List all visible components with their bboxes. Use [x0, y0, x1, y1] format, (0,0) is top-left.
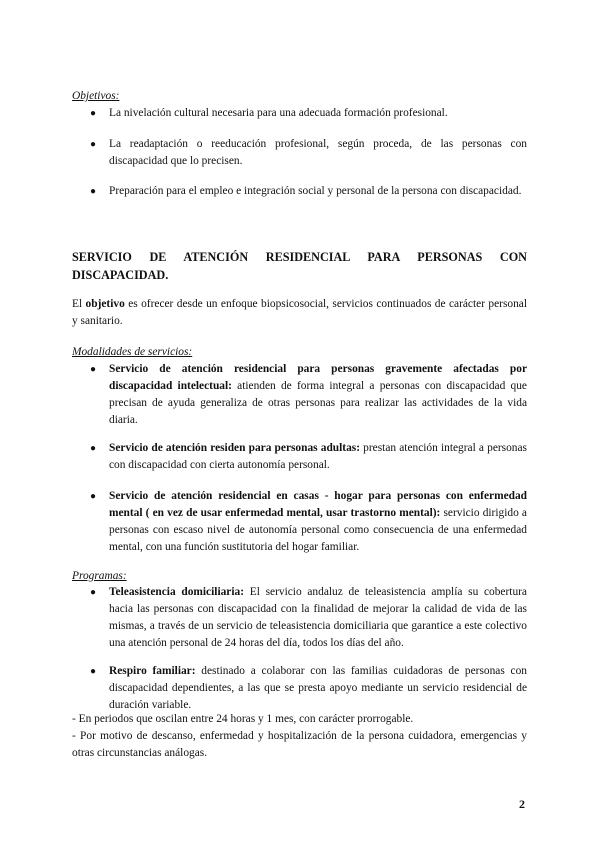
- programa-item-2-text: destinado a colaborar con las familias cuidadoras de personas con discapacidad dependientes, a las que se presta apoyo mediante un servicio residencial de duración variable.: [109, 665, 527, 711]
- modalidad-item-2-bold: Servicio de atención residen para personas adultas:: [109, 442, 360, 454]
- programa-item-2-bold: Respiro familiar:: [109, 665, 196, 677]
- bullet-icon: ●: [90, 666, 97, 677]
- intro-text: es ofrecer desde un enfoque biopsicosocial, servicios continuados de carácter personal y sanitario.: [72, 298, 527, 327]
- modalidad-item-1-text: atienden de forma integral a personas con discapacidad que precisan de ayuda generaliza de otras personas para realizar las actividades de la vida diaria.: [109, 380, 527, 426]
- programas-heading: Programas:: [72, 570, 127, 582]
- modalidad-item-1: [109, 361, 527, 429]
- note-motivo: - Por motivo de descanso, enfermedad y hospitalización de la persona cuidadora, emergencias y otras circunstancias análogas.: [72, 730, 527, 759]
- bullet-icon: ●: [90, 491, 97, 502]
- page-number: 2: [519, 797, 525, 811]
- programa-item-1: [109, 584, 527, 652]
- modalidad-item-3-text: servicio dirigido a personas con escaso nivel de autonomía personal como consecuencia de una enfermedad mental, con una función sustitutoria del hogar familiar.: [109, 507, 527, 553]
- modalidad-item-1-bold: Servicio de atención residencial para personas gravemente afectadas por discapacidad intelectual:: [109, 363, 527, 392]
- modalidad-item-3-bold: Servicio de atención residencial en casas - hogar para personas con enfermedad mental ( en vez de usar enfermedad mental, usar trastorno mental):: [109, 490, 527, 519]
- programa-item-1-bold: Teleasistencia domiciliaria:: [109, 586, 245, 598]
- objetivos-heading: Objetivos:: [72, 90, 120, 102]
- bullet-icon: ●: [90, 139, 97, 150]
- note-periodos: - En periodos que oscilan entre 24 horas y 1 mes, con carácter prorrogable.: [72, 713, 414, 725]
- objetivo-item-1: La nivelación cultural necesaria para una adecuada formación profesional.: [109, 107, 448, 119]
- bullet-icon: ●: [90, 186, 97, 197]
- modalidad-item-2-text: prestan atención integral a personas con discapacidad con cierta autonomía personal.: [109, 442, 527, 471]
- bullet-icon: ●: [90, 108, 97, 119]
- bullet-icon: ●: [90, 364, 97, 375]
- intro-bold: objetivo: [85, 298, 125, 310]
- programa-item-2: [109, 663, 527, 714]
- modalidades-heading: Modalidades de servicios:: [72, 346, 193, 358]
- intro-prefix: El: [72, 298, 83, 310]
- bullet-icon: ●: [90, 587, 97, 598]
- intro-paragraph: [72, 296, 527, 330]
- objetivo-item-2: La readaptación o reeducación profesional, según proceda, de las personas con discapacidad que lo precisen.: [109, 138, 527, 167]
- programa-item-1-text: El servicio andaluz de teleasistencia amplía su cobertura hacia las personas con discapacidad con la finalidad de mejorar la calidad de vida de las mismas, a través de un servicio de teleasistencia domiciliaria que garantice a este colectivo una atención personal de 24 horas del día, todos los días del año.: [109, 586, 527, 649]
- objetivo-item-3: Preparación para el empleo e integración social y personal de la persona con discapacidad.: [109, 185, 522, 197]
- modalidad-item-3: [109, 488, 527, 556]
- bullet-icon: ●: [90, 443, 97, 454]
- modalidad-item-2: [109, 440, 527, 474]
- section-title: SERVICIO DE ATENCIÓN RESIDENCIAL PARA PERSONAS CON DISCAPACIDAD.: [72, 250, 527, 282]
